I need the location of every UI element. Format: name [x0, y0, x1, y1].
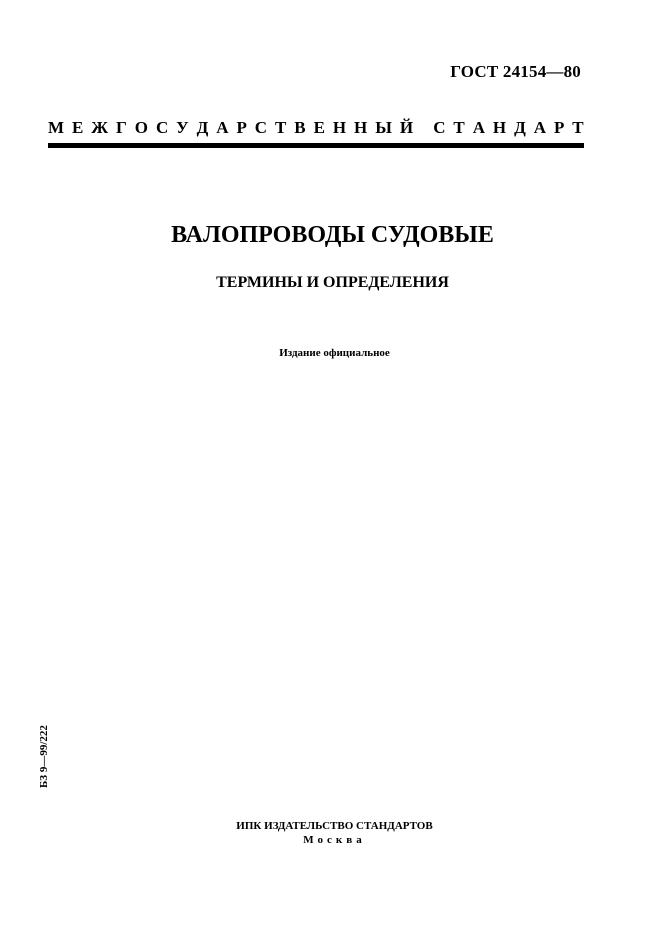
heading-letter: Н	[492, 118, 507, 137]
heading-letter: Ж	[91, 118, 109, 137]
document-title: ВАЛОПРОВОДЫ СУДОВЫЕ	[171, 222, 494, 248]
heading-letter: А	[533, 118, 546, 137]
heading-rule	[48, 143, 584, 148]
publisher-city: Москва	[303, 834, 366, 846]
heading-letter: С	[433, 118, 446, 137]
heading-letter: М	[48, 118, 65, 137]
heading-letter: О	[134, 118, 149, 137]
standard-designation: ГОСТ 24154—80	[450, 62, 581, 81]
heading-letter: Р	[553, 118, 565, 137]
heading-letter: Т	[275, 118, 287, 137]
heading-letter: Д	[514, 118, 526, 137]
heading-letter: Г	[116, 118, 127, 137]
heading-letter: Н	[354, 118, 368, 137]
heading-letter: Е	[313, 118, 325, 137]
heading-word-gap	[421, 118, 425, 138]
publisher-name: ИПК ИЗДАТЕЛЬСТВО СТАНДАРТОВ	[236, 820, 433, 832]
heading-letter: Й	[399, 118, 414, 137]
heading-letter: Ы	[375, 118, 392, 137]
heading-letter: А	[472, 118, 485, 137]
heading-letter: У	[176, 118, 189, 137]
heading-letter: Н	[332, 118, 347, 137]
heading-letter: В	[294, 118, 306, 137]
side-catalog-code: БЗ 9—99/222	[38, 725, 50, 788]
heading-letter: С	[155, 118, 169, 137]
heading-letter: А	[216, 118, 229, 137]
heading-letter: С	[254, 118, 268, 137]
heading-letter: Е	[71, 118, 84, 137]
heading-letter: Р	[236, 118, 247, 137]
heading-letter: Т	[572, 118, 584, 137]
document-subtitle: ТЕРМИНЫ И ОПРЕДЕЛЕНИЯ	[216, 274, 449, 291]
edition-note: Издание официальное	[279, 347, 390, 359]
standard-type-heading	[48, 118, 584, 138]
heading-letter: Д	[196, 118, 209, 137]
heading-letter: Т	[453, 118, 465, 137]
